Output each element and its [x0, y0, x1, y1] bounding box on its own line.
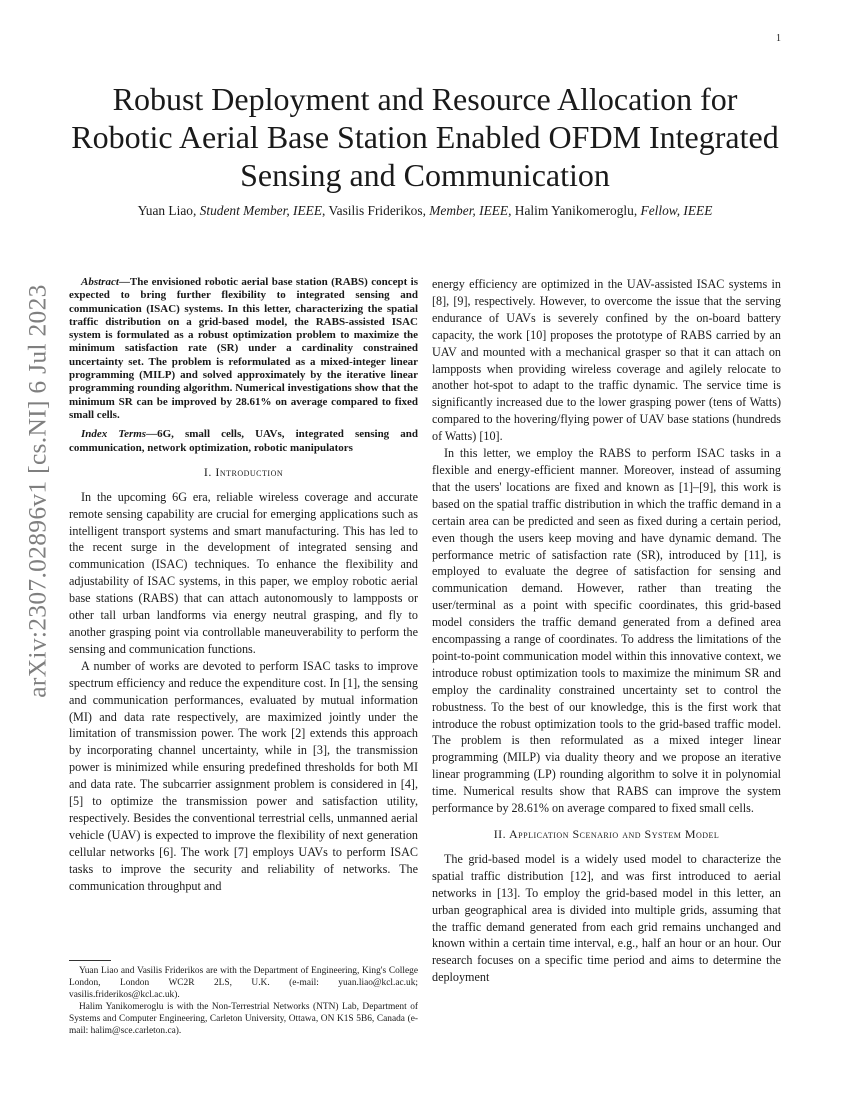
arxiv-identifier[interactable]: arXiv:2307.02896v1 [cs.NI] 6 Jul 2023 — [23, 283, 53, 698]
page-number: 1 — [776, 33, 781, 44]
right-column — [432, 276, 781, 986]
author-2-membership: Member, IEEE — [429, 203, 509, 218]
footnote-affiliation-carleton: Halim Yanikomeroglu is with the Non-Terrestrial Networks (NTN) Lab, Department of Systems and Computer Engineering, Carleton University, Ottawa, ON K1S 5B6, Canada (e-mail: halim@sce.carleton.ca). — [69, 1002, 418, 1036]
footnote-affiliation-kcl: Yuan Liao and Vasilis Friderikos are with the Department of Engineering, King's College London, London WC2R 2LS, U.K. (e-mail: yuan.liao@kcl.ac.uk; vasilis.friderikos@kcl.ac.uk). — [69, 966, 418, 1000]
paragraph: The grid-based model is a widely used model to characterize the spatial traffic distribution [12], and was first introduced to aerial networks in [13]. To employ the grid-based model in this letter, an urban geographical area is divided into multiple grids, assuming that the traffic demand generated from each grid remains unchanged and known within a certain time interval, e.g., half an hour or an hour. Our research focuses on a specific time period and aims to determine the deployment — [432, 851, 781, 985]
section-heading-introduction: I. Introduction — [203, 464, 284, 479]
author-1-membership: Student Member, IEEE — [199, 203, 323, 218]
author-2: , Vasilis Friderikos, — [322, 203, 430, 218]
abstract — [69, 276, 418, 422]
paragraph: In this letter, we employ the RABS to perform ISAC tasks in a flexible and energy-efficient manner. Moreover, instead of assuming that the users' locations are fixed and known as [1]–[9], this work is based on the spatial traffic distribution in which the traffic demand in a certain area can be predicted and seen as fixed during a certain period, even though the users keep moving and have dynamic demand. The performance metric of satisfaction rate (SR), introduced by [11], is employed to evaluate the degree of satisfaction for sensing and communication demand. However, rather than treating the user/terminal as a point with specific coordinates, this grid-based model considers the traffic demand generated from a defined area encompassing a range of coordinates. To address the limitations of the point-to-point communication model within this innovative context, we introduce robust optimization tools to maximize the minimum SR and employ the cardinality constrained uncertainty set to control the robustness. To the best of our knowledge, this is the first work that introduce the robust optimization tools to the grid-based traffic model. The problem is then reformulated as a mixed integer linear programming (MILP) via duality theory and we propose an iterative linear programming (LP) rounding algorithm to solve it in polynomial time. Numerical results show that RABS can improve the system performance by 28.61% on average compared to fixed small cells. — [432, 446, 781, 816]
abstract-text: —The envisioned robotic aerial base station (RABS) concept is expected to bring further flexibility to integrated sensing and communication (ISAC) systems. In this letter, characterizing the spatial traffic distribution on a grid-based model, the RABS-assisted ISAC system is formulated as a robust optimization problem to maximize the minimum satisfaction rate (SR) under a cardinality constrained uncertainty set. The problem is reformulated as a mixed-integer linear programming (MILP) and solved approximately by the iterative linear programming rounding algorithm. Numerical investigations show that the minimum SR can be improved by 28.61% on average compared to fixed small cells. — [69, 276, 418, 421]
index-terms-text: —6G, small cells, UAVs, integrated sensing and communication, network optimization, robotic manipulators — [69, 428, 418, 454]
arxiv-sidebar — [8, 283, 68, 698]
index-terms-label: Index Terms — [81, 428, 147, 441]
author-3-membership: Fellow, IEEE — [640, 203, 713, 218]
paragraph: energy efficiency are optimized in the UAV-assisted ISAC systems in [8], [9], respectively. However, to overcome the issue that the serving endurance of UAVs is severely confined by the on-board battery capacity, the work [10] proposes the prototype of RABS carried by an UAV and mounted with a mechanical grasper so that it can attach on lampposts when providing wireless coverage and agilely relocate to another hot-spot to adapt to the traffic dynamic. The service time is significantly increased due to the lower grasping power (tens of Watts) compared to the hovering/flying power of UAV base stations (hundreds of Watts) [10]. — [432, 277, 781, 444]
left-column — [69, 276, 418, 895]
abstract-label: Abstract — [81, 276, 119, 288]
paragraph: In the upcoming 6G era, reliable wireless coverage and accurate remote sensing capability are crucial for emerging applications such as intelligent transport systems and smart manufacturing. This has led to the recent surge in the development of integrated sensing and communication (ISAC) techniques. To enhance the flexibility and adjustability of ISAC systems, in this paper, we employ robotic aerial base stations (RABS) that can attach autonomously to lampposts or other tall urban landforms via energy neutral grasping, and fly to another grasping point via controllable maneuverability to perform the sensing and communication functions. — [69, 489, 418, 656]
footnotes — [69, 965, 418, 1037]
index-terms — [69, 428, 418, 455]
paper-title: Robust Deployment and Resource Allocation for Robotic Aerial Base Station Enabled OFDM Integrated Sensing and Communication — [71, 81, 779, 193]
section-heading-system-model: II. Application Scenario and System Model — [493, 827, 720, 841]
author-line — [70, 203, 780, 219]
author-3: , Halim Yanikomeroglu, — [508, 203, 641, 218]
footnote-divider — [69, 960, 111, 961]
author-1: Yuan Liao, — [137, 203, 200, 218]
paragraph: A number of works are devoted to perform ISAC tasks to improve spectrum efficiency and reduce the expenditure cost. In [1], the sensing and communication performances, evaluated by mutual information (MI) and data rate respectively, are maximized jointly under the limitation of transmission power. The work [2] extends this approach by incorporating channel uncertainty, while in [3], the transmission power is minimized while ensuring predefined thresholds for both MI and data rate. The subcarrier assignment problem is considered in [4], [5] to optimize the transmission power and satisfaction utility, respectively. Besides the conventional terrestrial cells, unmanned aerial vehicle (UAV) is expected to improve the flexibility of next generation cellular networks [6]. The work [7] employs UAVs to perform ISAC tasks to improve the security and reliability of networks. The communication throughput and — [69, 658, 418, 893]
